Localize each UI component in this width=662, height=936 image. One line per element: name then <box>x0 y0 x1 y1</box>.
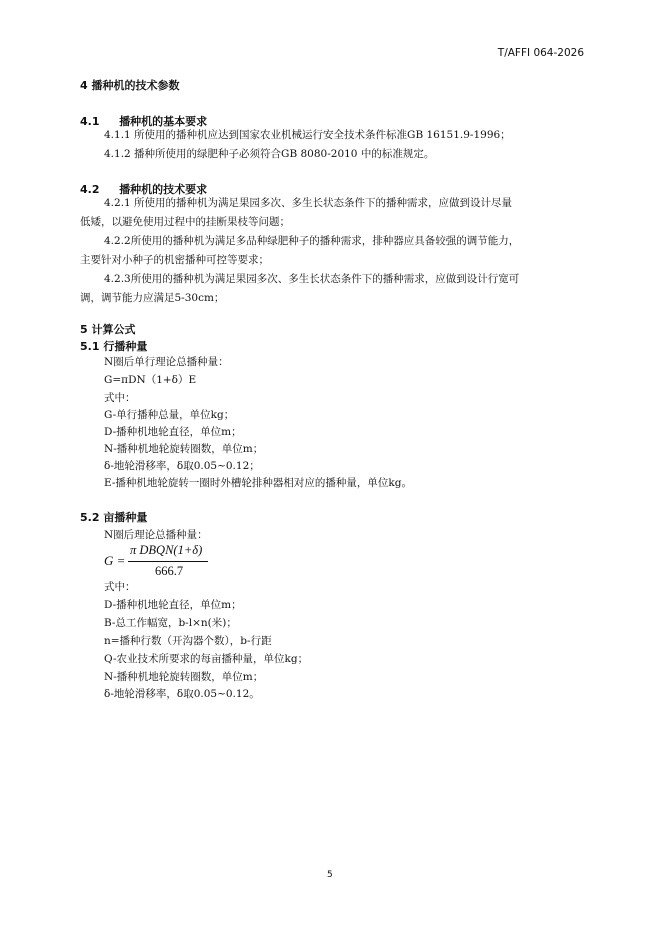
where-label-5-2: 式中： <box>104 581 136 593</box>
section-4-2-number: 4.2 <box>80 183 100 196</box>
clause-4-2-1-line2: 低矮，以避免使用过程中的挂断果枝等问题； <box>80 216 290 228</box>
var-n: N-播种机地轮旋转圈数，单位m； <box>104 443 264 455</box>
section-4-1-title: 播种机的基本要求 <box>119 115 208 128</box>
section-5-1-title: 5.1 行播种量 <box>80 340 148 353</box>
formula-5-1-intro: N圈后单行理论总播种量： <box>104 356 229 368</box>
clause-4-2-1-line1: 4.2.1 所使用的播种机为满足果园多次、多生长状态条件下的播种需求，应做到设计尽量 <box>104 197 513 209</box>
var2-n: N-播种机地轮旋转圈数，单位m； <box>104 671 264 683</box>
section-5-2-title: 5.2 亩播种量 <box>80 511 148 524</box>
formula-numerator: π DBQN(1+δ) <box>130 543 203 557</box>
section-5-title: 5 计算公式 <box>80 323 136 336</box>
clause-4-2-2-line2: 主要针对小种子的机密播种可控等要求； <box>80 254 269 266</box>
where-label-5-1: 式中： <box>104 392 136 404</box>
var-d: D-播种机地轮直径，单位m； <box>104 426 242 438</box>
section-4-1-number: 4.1 <box>80 115 100 128</box>
doc-number: T/AFFI 064-2026 <box>497 47 584 59</box>
var2-d: D-播种机地轮直径，单位m； <box>104 599 242 611</box>
section-4-title: 4 播种机的技术参数 <box>80 79 180 92</box>
clause-4-2-3-line2: 调，调节能力应满足5-30cm； <box>80 292 225 304</box>
formula-denominator: 666.7 <box>155 564 184 578</box>
clause-4-1-2: 4.1.2 播种所使用的绿肥种子必须符合GB 8080-2010 中的标准规定。 <box>104 148 435 160</box>
clause-4-2-3-line1: 4.2.3所使用的播种机为满足果园多次、多生长状态条件下的播种需求，应做到设计行宽可 <box>104 273 520 285</box>
formula-lhs: G = <box>104 553 126 568</box>
var2-b: B-总工作幅宽，b-l×n(米)； <box>104 617 237 629</box>
var2-q: Q-农业技术所要求的每亩播种量，单位kg； <box>104 653 309 665</box>
formula-5-2-intro: N圈后理论总播种量： <box>104 529 208 541</box>
var-delta: δ-地轮滑移率，δ取0.05~0.12； <box>104 460 260 472</box>
var2-n-rows: n=播种行数（开沟器个数），b-行距 <box>104 635 272 647</box>
var2-delta: δ-地轮滑移率，δ取0.05~0.12。 <box>104 688 260 700</box>
formula-5-1: G=πDN（1+δ）E <box>104 374 197 386</box>
var-e: E-播种机地轮旋转一圈时外槽轮排种器相对应的播种量，单位kg。 <box>104 477 412 489</box>
page-number: 5 <box>327 870 333 880</box>
var-g: G-单行播种总量，单位kg； <box>104 409 235 421</box>
section-4-2-title: 播种机的技术要求 <box>119 183 208 196</box>
clause-4-2-2-line1: 4.2.2所使用的播种机为满足多品种绿肥种子的播种需求，排种器应具备较强的调节能力， <box>104 235 520 247</box>
fraction-bar <box>128 561 208 562</box>
clause-4-1-1: 4.1.1 所使用的播种机应达到国家农业机械运行安全技术条件标准GB 16151.9-1996； <box>104 129 511 141</box>
